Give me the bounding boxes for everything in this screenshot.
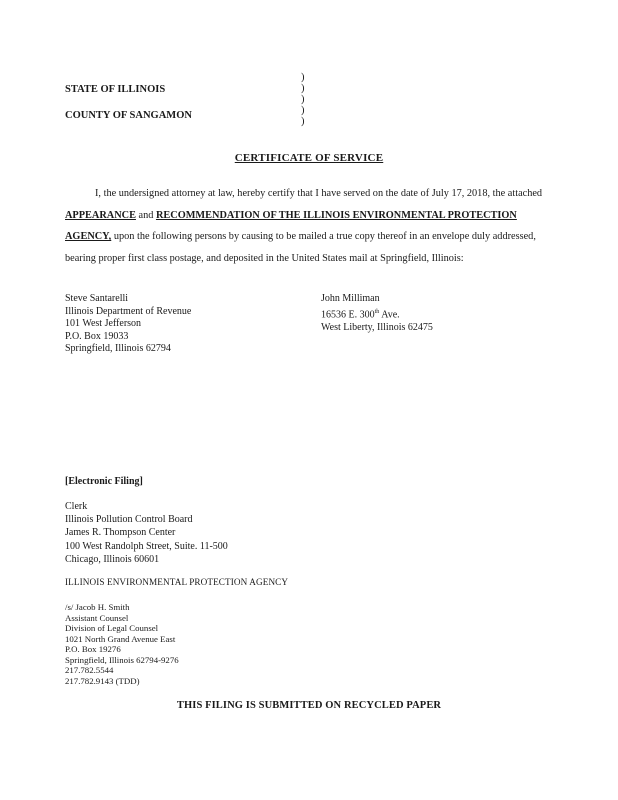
clerk-title: Clerk (65, 501, 88, 512)
recycled-paper-notice: THIS FILING IS SUBMITTED ON RECYCLED PAPER (176, 700, 442, 711)
caption-bracket: ) (301, 72, 305, 83)
certification-text-part1: I, the undersigned attorney at law, hereby certify that I have served on the date of July 17, 2018, the attached (95, 188, 543, 199)
recipient-po-box: P.O. Box 19033 (65, 330, 129, 342)
caption-bracket: ) (301, 116, 305, 127)
recipient-street: 101 West Jefferson (65, 318, 142, 330)
recipient-city: Springfield, Illinois 62794 (65, 343, 171, 355)
recipient-street (321, 306, 433, 322)
signer-street: 1021 North Grand Avenue East (65, 633, 176, 644)
signature-block (65, 602, 179, 686)
clerk-street: 100 West Randolph Street, Suite. 11-500 (65, 540, 228, 552)
conjunction-text: and (135, 209, 156, 221)
recipient-address-right (321, 293, 433, 334)
recommendation-reference: RECOMMENDATION OF THE ILLINOIS ENVIRONMENTAL PROTECTION AGENCY, (65, 209, 517, 243)
recipient-city: West Liberty, Illinois 62475 (321, 321, 433, 333)
electronic-filing-heading: [Electronic Filing] (65, 476, 143, 487)
recipient-name: Steve Santarelli (65, 293, 129, 304)
caption-bracket: ) (301, 105, 305, 116)
signer-division: Division of Legal Counsel (65, 623, 159, 633)
street-prefix: 16536 E. 300 (321, 308, 375, 320)
recipient-organization: Illinois Department of Revenue (65, 305, 192, 317)
signer-title: Assistant Counsel (65, 612, 129, 623)
certification-text-part2: upon the following persons by causing to be mailed a true copy thereof in an envelope duly addressed, bearing proper first class postage, and deposited in the United States mail at Springfield, Illinois: (65, 231, 536, 264)
clerk-building: James R. Thompson Center (65, 527, 176, 539)
recipient-name: John Milliman (321, 293, 380, 304)
street-suffix: Ave. (379, 308, 400, 320)
caption-bracket: ) (301, 83, 305, 94)
clerk-address (65, 500, 228, 566)
case-caption (65, 72, 325, 127)
caption-bracket: ) (301, 94, 305, 105)
clerk-city: Chicago, Illinois 60601 (65, 553, 160, 565)
signature-line: /s/ Jacob H. Smith (65, 602, 130, 612)
signer-tdd: 217.782.9143 (TDD) (65, 675, 140, 686)
clerk-board: Illinois Pollution Control Board (65, 514, 193, 526)
signer-phone: 217.782.5544 (65, 665, 114, 675)
state-label: STATE OF ILLINOIS (65, 84, 166, 95)
county-label: COUNTY OF SANGAMON (65, 110, 192, 121)
caption-brackets (301, 72, 305, 127)
signer-po-box: P.O. Box 19276 (65, 644, 121, 654)
agency-name: ILLINOIS ENVIRONMENTAL PROTECTION AGENCY (65, 577, 289, 587)
appearance-reference: APPEARANCE (65, 209, 136, 221)
signer-city: Springfield, Illinois 62794-9276 (65, 654, 179, 665)
recipient-address-left (65, 293, 191, 356)
certification-paragraph (65, 183, 555, 269)
document-title: CERTIFICATE OF SERVICE (234, 152, 384, 164)
street-ordinal-suffix: th (374, 308, 380, 315)
